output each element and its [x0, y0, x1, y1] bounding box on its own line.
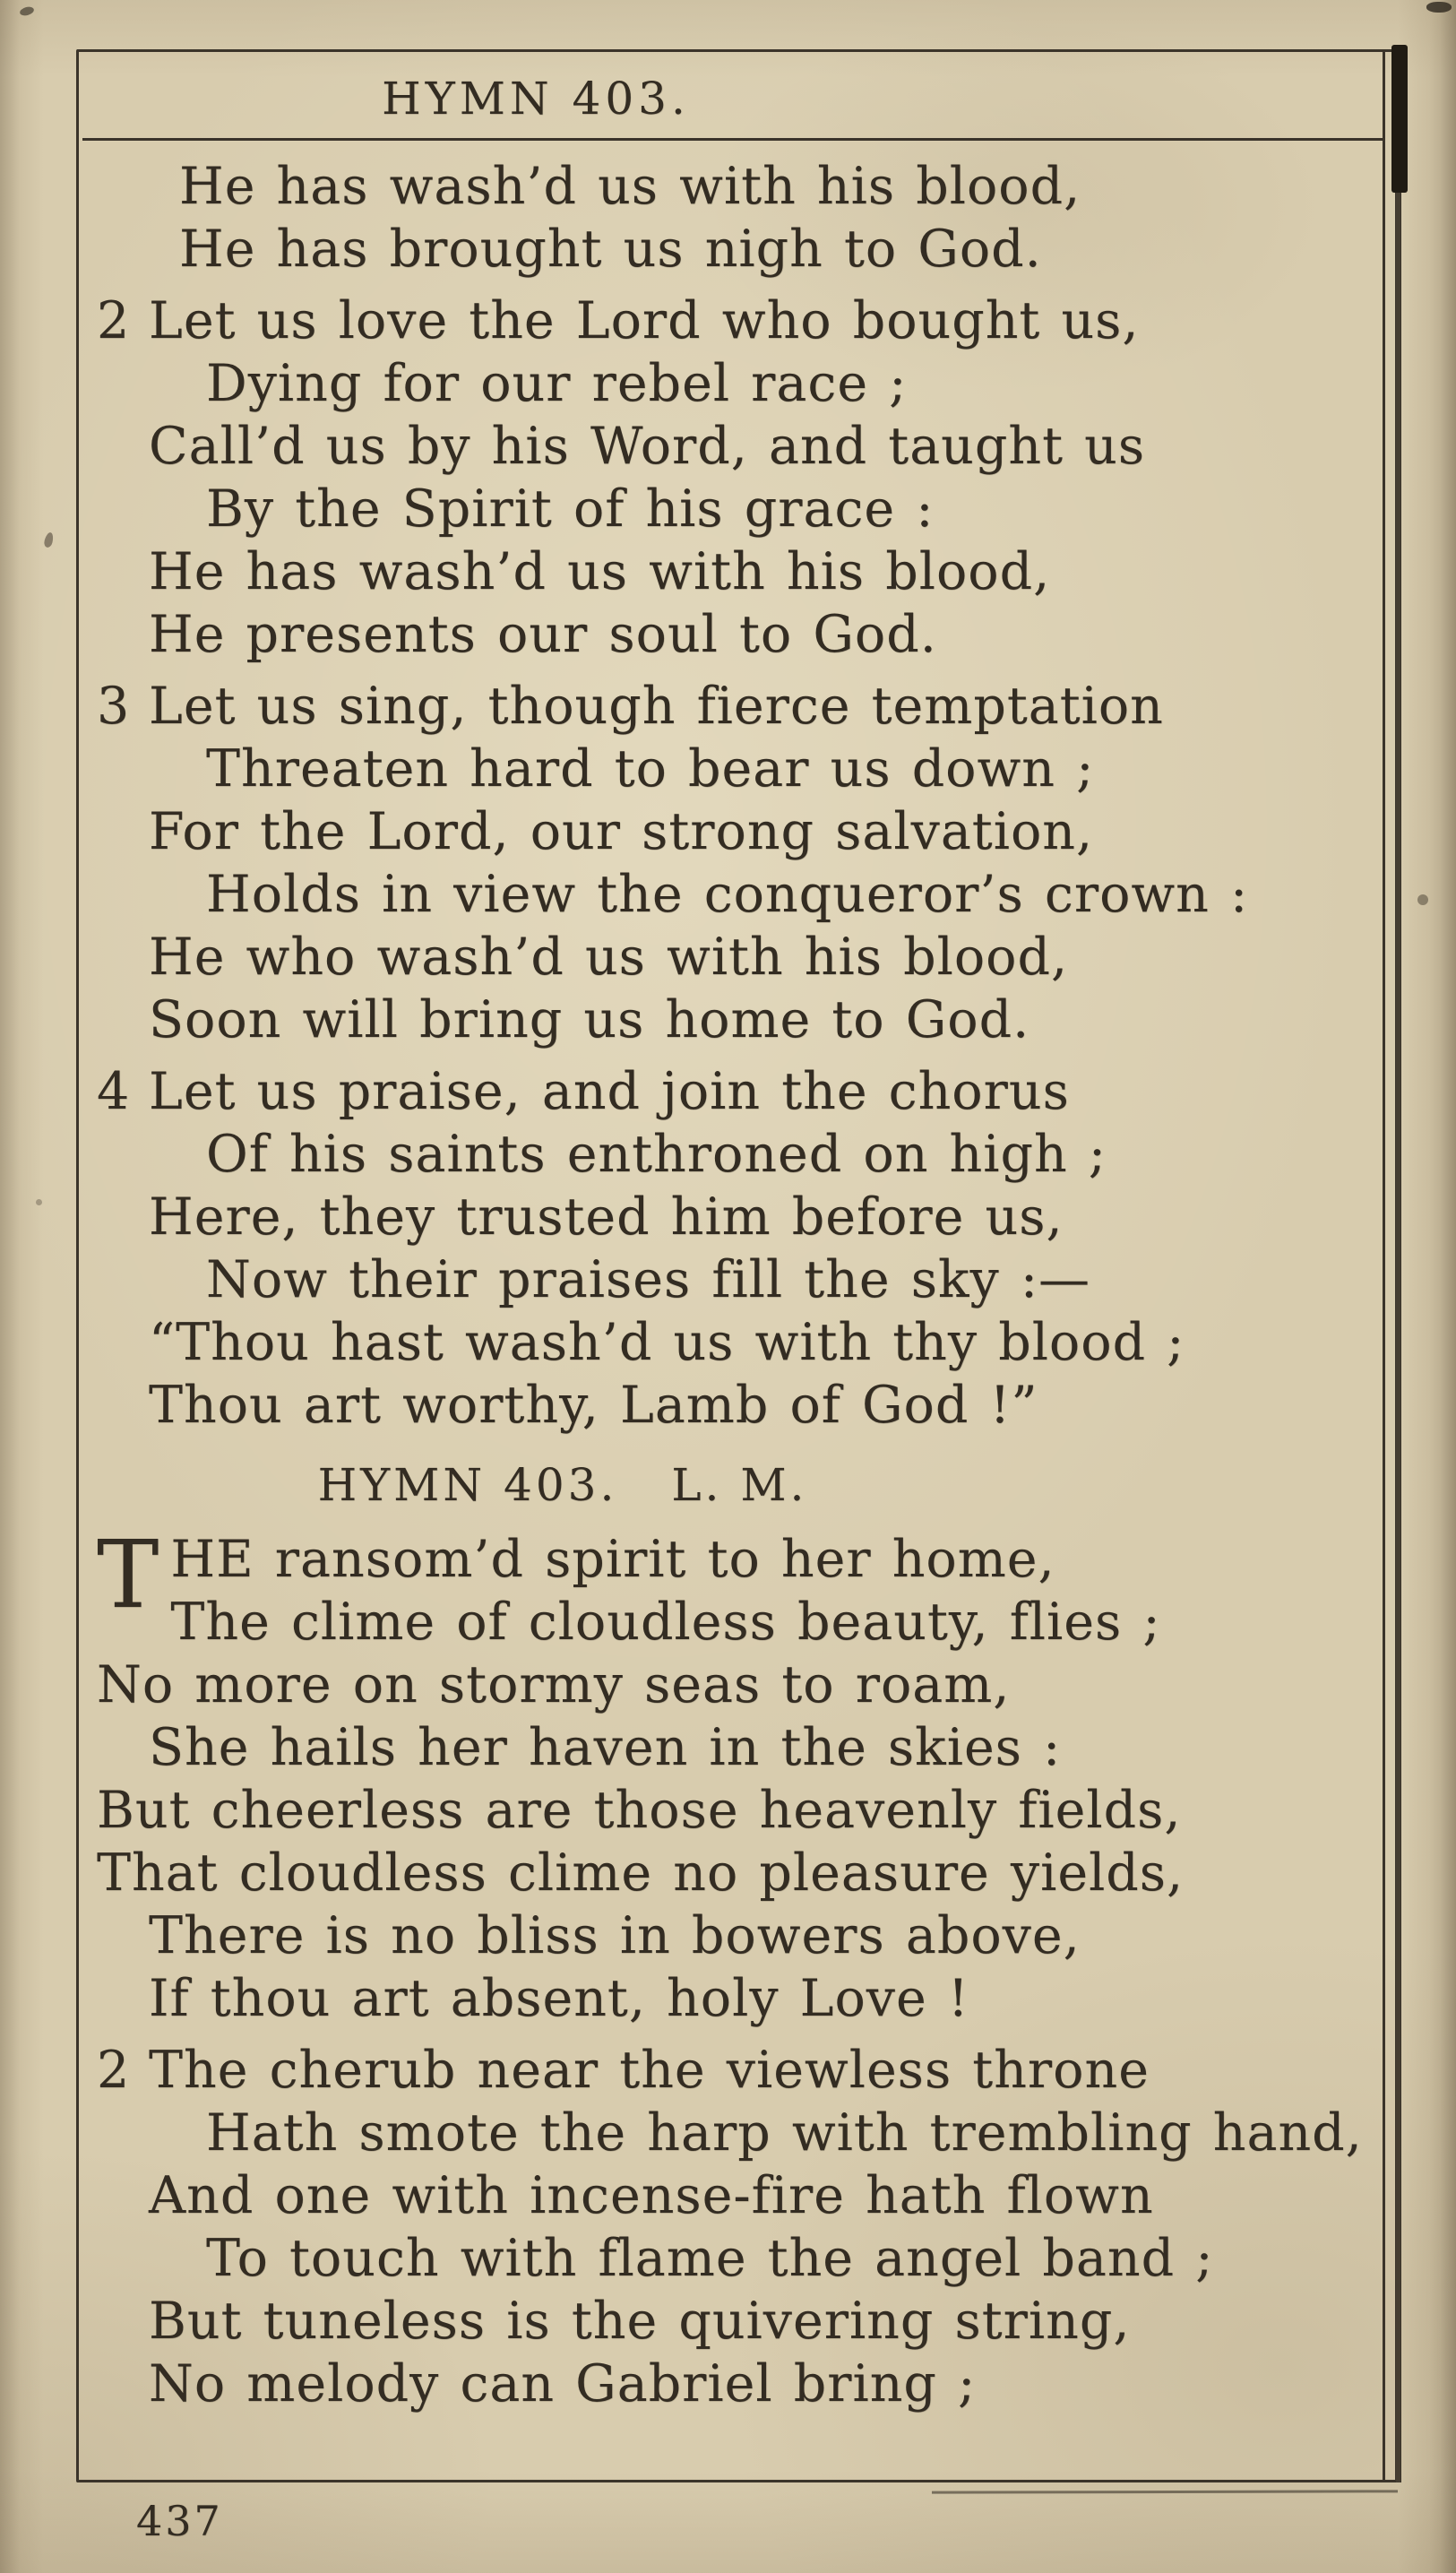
verse-line: He presents our soul to God.	[149, 605, 937, 664]
verse-line: But tuneless is the quivering string,	[149, 2292, 1131, 2351]
verse-line: By the Spirit of his grace :	[206, 479, 935, 539]
verse-line: No more on stormy seas to roam,	[97, 1655, 1011, 1714]
verse	[97, 289, 1378, 666]
page-title: HYMN 403.	[382, 73, 690, 125]
verse-line: Of his saints enthroned on high ;	[206, 1125, 1107, 1184]
verse-line: He has wash’d us with his blood,	[179, 157, 1081, 216]
verse-line: To touch with flame the angel band ;	[206, 2229, 1214, 2288]
page-edge-shadow-right	[1429, 0, 1456, 2573]
scan-speck	[36, 1199, 42, 1205]
page-number: 437	[136, 2497, 223, 2545]
verse-line: Threaten hard to bear us down ;	[206, 739, 1095, 799]
verse-line: For the Lord, our strong salvation,	[149, 802, 1094, 861]
hymn-meter: L. M.	[671, 1459, 808, 1511]
verse-line: Soon will bring us home to God.	[149, 990, 1030, 1049]
verse-line: Let us love the Lord who bought us,	[149, 291, 1140, 350]
verse-line: “Thou hast wash’d us with thy blood ;	[149, 1313, 1185, 1372]
right-border-inner-line	[1383, 49, 1385, 2482]
drop-cap: T	[97, 1520, 160, 1629]
verse-line: Here, they trusted him before us,	[149, 1187, 1064, 1247]
verse-number: 2	[97, 291, 131, 350]
hymn-heading	[97, 1456, 1029, 1514]
scan-speck	[19, 5, 35, 17]
verse-line: She hails her haven in the skies :	[149, 1718, 1062, 1777]
right-edge-ink-blot	[1391, 45, 1408, 193]
verse-line: Let us sing, though fierce temptation	[149, 677, 1164, 736]
hymn-403-continuation	[97, 155, 1378, 1437]
verse-number: 3	[97, 677, 131, 736]
scan-speck	[43, 531, 55, 548]
verse-line: Now their praises fill the sky :—	[206, 1250, 1091, 1309]
scan-speck	[1417, 894, 1428, 905]
verse	[97, 2039, 1378, 2415]
verse-line: The clime of cloudless beauty, flies ;	[170, 1593, 1161, 1652]
hymn-heading-title: HYMN 403.	[317, 1459, 618, 1511]
verse-line: He has brought us nigh to God.	[179, 220, 1042, 279]
verse-line: That cloudless clime no pleasure yields,	[97, 1843, 1185, 1903]
verse-line: And one with incense-fire hath flown	[149, 2166, 1154, 2225]
verse-line: Hath smote the harp with trembling hand,	[206, 2103, 1363, 2163]
hymn-403-lm	[97, 1520, 1378, 2415]
verse-line: But cheerless are those heavenly fields,	[97, 1781, 1182, 1840]
bottom-border-double-line	[932, 2490, 1398, 2493]
verse-line: Let us praise, and join the chorus	[149, 1062, 1070, 1121]
right-border-outer-line	[1395, 49, 1401, 2482]
title-rule	[82, 138, 1383, 141]
page-border-frame	[76, 49, 1401, 2482]
verse-line: Thou art worthy, Lamb of God !”	[149, 1376, 1038, 1435]
verse-line: There is no bliss in bowers above,	[149, 1906, 1081, 1965]
verse-number: 4	[97, 1062, 131, 1121]
verse	[97, 675, 1378, 1051]
page-edge-shadow-left	[0, 0, 20, 2573]
verse-line: If thou art absent, holy Love !	[149, 1969, 969, 2028]
verse-line: HE ransom’d spirit to her home,	[170, 1530, 1055, 1589]
verse	[97, 1060, 1378, 1437]
verse-line: Dying for our rebel race ;	[206, 354, 908, 413]
verse-line: He has wash’d us with his blood,	[149, 542, 1051, 601]
verse-line: No melody can Gabriel bring ;	[149, 2354, 977, 2413]
verse-line: The cherub near the viewless throne	[149, 2041, 1150, 2100]
verse-line: Holds in view the conqueror’s crown :	[206, 865, 1249, 924]
verse	[97, 155, 1378, 281]
verse-line: Call’d us by his Word, and taught us	[149, 417, 1146, 476]
verse-line: He who wash’d us with his blood,	[149, 928, 1069, 987]
verse	[97, 1520, 1378, 2030]
verse-number: 2	[97, 2041, 131, 2100]
